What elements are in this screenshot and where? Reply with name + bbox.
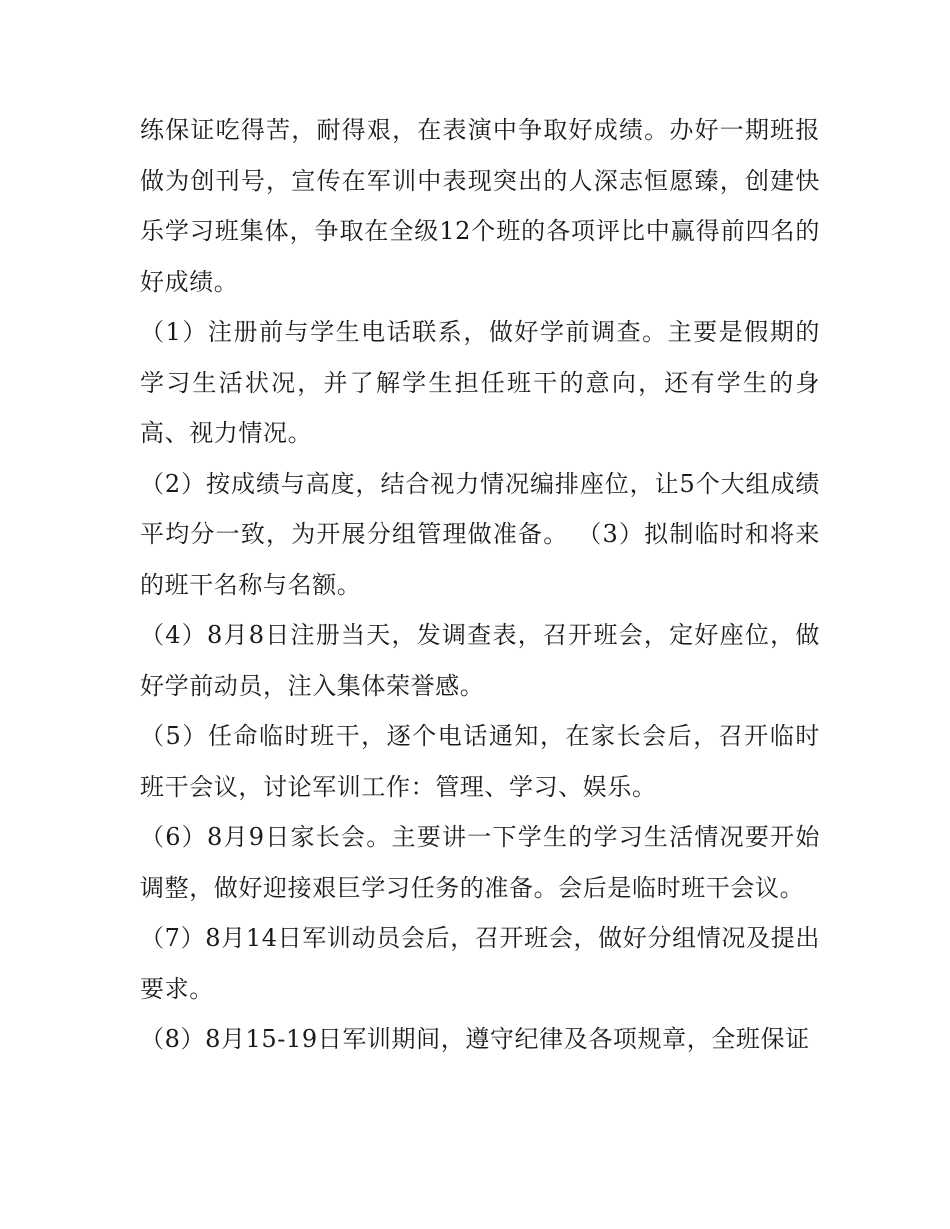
paragraph-item-7: （7）8月14日军训动员会后，召开班会，做好分组情况及提出要求。 xyxy=(140,924,820,1003)
paragraph-item-6: （6）8月9日家长会。主要讲一下学生的学习生活情况要开始调整，做好迎接艰巨学习任务的准备。会后是临时班干会议。 xyxy=(140,823,820,902)
paragraph-item-8: （8）8月15-19日军训期间，遵守纪律及各项规章，全班保证 xyxy=(140,1025,810,1053)
paragraph-intro: 练保证吃得苦，耐得艰，在表演中争取好成绩。办好一期班报做为创刊号，宣传在军训中表现突出的人深志恒愿臻，创建快乐学习班集体，争取在全级12个班的各项评比中赢得前四名的好成绩。 xyxy=(140,116,820,296)
paragraph-item-1: （1）注册前与学生电话联系，做好学前调查。主要是假期的学习生活状况，并了解学生担任班干的意向，还有学生的身高、视力情况。 xyxy=(140,318,820,447)
paragraph-item-4: （4）8月8日注册当天，发调查表，召开班会，定好座位，做好学前动员，注入集体荣誉感。 xyxy=(140,621,820,700)
document-body xyxy=(140,105,820,1065)
paragraph-item-5: （5）任命临时班干，逐个电话通知，在家长会后，召开临时班干会议，讨论军训工作：管理、学习、娱乐。 xyxy=(140,722,820,801)
paragraph-item-2-3: （2）按成绩与高度，结合视力情况编排座位，让5个大组成绩平均分一致，为开展分组管理做准备。 （3）拟制临时和将来的班干名称与名额。 xyxy=(140,469,820,599)
